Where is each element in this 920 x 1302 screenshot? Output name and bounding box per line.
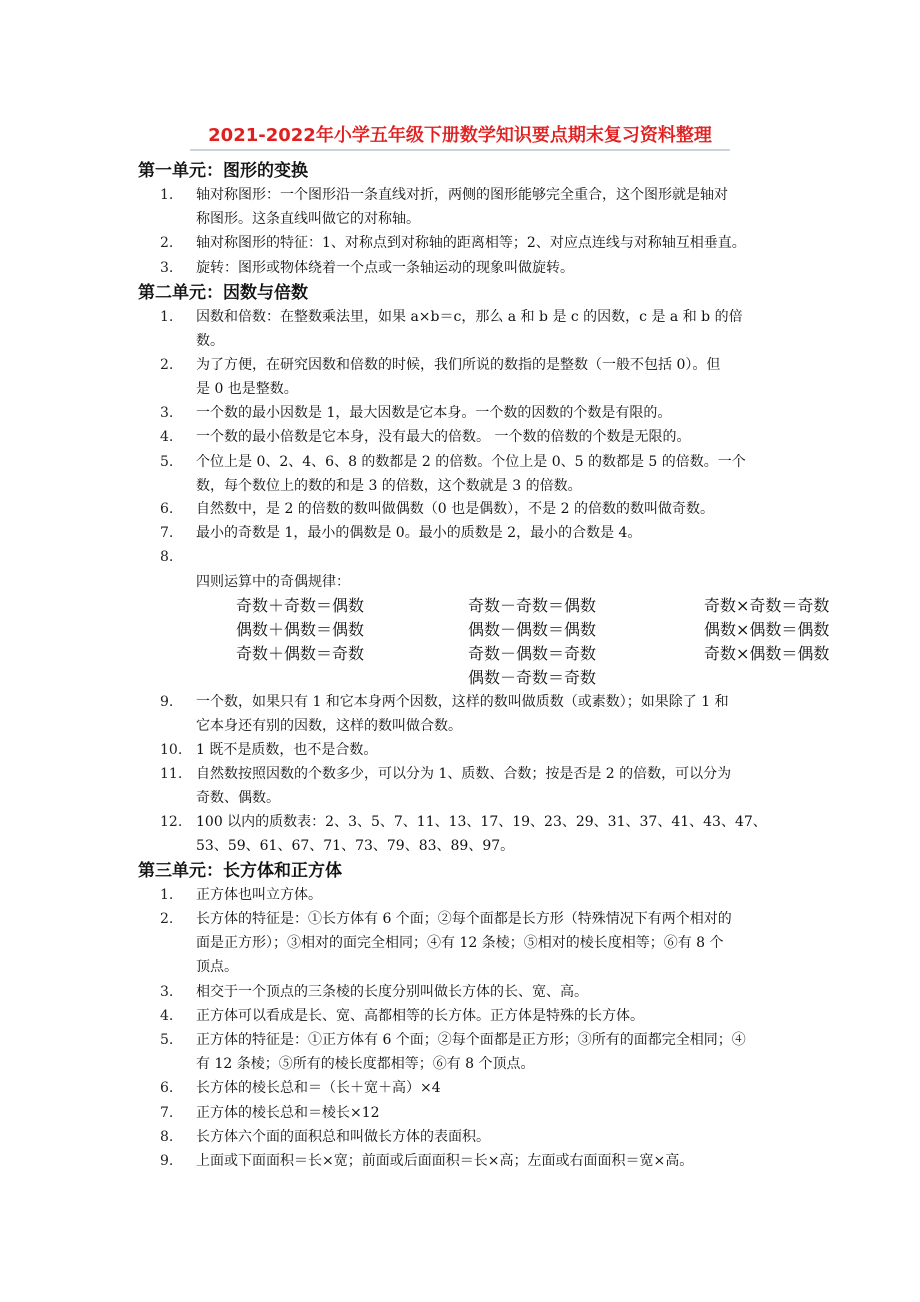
rule-cell: 奇数－偶数＝奇数 <box>468 644 597 663</box>
item-number: 3. <box>160 984 174 1000</box>
section-heading-2: 第二单元：因数与倍数 <box>138 283 308 303</box>
item-number: 8. <box>160 549 174 565</box>
item-text: 一个数，如果只有 1 和它本身两个因数，这样的数叫做质数（或素数）；如果除了 1 和 <box>196 694 729 710</box>
section-heading-3: 第三单元：长方体和正方体 <box>138 861 342 881</box>
item-number: 1. <box>160 887 174 903</box>
rule-cell: 奇数×奇数＝奇数 <box>704 596 830 615</box>
rules-heading: 四则运算中的奇偶规律： <box>196 574 350 590</box>
item-text: 是 0 也是整数。 <box>196 381 298 397</box>
rule-cell: 奇数×偶数＝偶数 <box>704 644 830 663</box>
item-number: 5. <box>160 454 174 470</box>
item-text: 一个数的最小因数是 1，最大因数是它本身。一个数的因数的个数是有限的。 <box>196 405 672 421</box>
page-title: 2021-2022年小学五年级下册数学知识要点期末复习资料整理 <box>208 125 712 146</box>
item-number: 6. <box>160 1080 174 1096</box>
item-number: 10. <box>160 742 183 758</box>
item-text: 正方体也叫立方体。 <box>196 887 322 903</box>
rule-cell: 奇数－奇数＝偶数 <box>468 596 597 615</box>
item-number: 2. <box>160 235 174 251</box>
item-text: 有 12 条棱；⑤所有的棱长度都相等；⑥有 8 个顶点。 <box>196 1056 535 1072</box>
item-text: 数，每个数位上的数的和是 3 的倍数，这个数就是 3 的倍数。 <box>196 478 582 494</box>
item-number: 8. <box>160 1129 174 1145</box>
item-text: 它本身还有别的因数，这样的数叫做合数。 <box>196 718 462 734</box>
item-text: 长方体的棱长总和＝（长＋宽＋高）×4 <box>196 1080 441 1096</box>
item-text: 正方体的棱长总和＝棱长×12 <box>196 1105 380 1121</box>
item-text: 正方体可以看成是长、宽、高都相等的长方体。正方体是特殊的长方体。 <box>196 1008 644 1024</box>
item-text: 53、59、61、67、71、73、79、83、89、97。 <box>196 838 515 854</box>
rule-cell: 偶数＋偶数＝偶数 <box>236 620 365 639</box>
item-text: 自然数中，是 2 的倍数的数叫做偶数（0 也是偶数），不是 2 的倍数的数叫做奇数。 <box>196 501 714 517</box>
item-number: 6. <box>160 501 174 517</box>
item-text: 轴对称图形：一个图形沿一条直线对折，两侧的图形能够完全重合，这个图形就是轴对 <box>196 187 728 203</box>
rule-cell: 奇数＋奇数＝偶数 <box>236 596 365 615</box>
item-number: 1. <box>160 309 174 325</box>
item-text: 个位上是 0、2、4、6、8 的数都是 2 的倍数。个位上是 0、5 的数都是 5 的倍数。一个 <box>196 454 746 470</box>
item-text: 100 以内的质数表：2、3、5、7、11、13、17、19、23、29、31、37、41、43、47、 <box>196 814 767 830</box>
item-text: 上面或下面面积＝长×宽；前面或后面面积＝长×高；左面或右面面积＝宽×高。 <box>196 1153 694 1169</box>
item-number: 7. <box>160 525 174 541</box>
item-text: 1 既不是质数，也不是合数。 <box>196 742 378 758</box>
item-number: 12. <box>160 814 183 830</box>
item-number: 7. <box>160 1105 174 1121</box>
item-text: 正方体的特征是：①正方体有 6 个面；②每个面都是正方形；③所有的面都完全相同；④ <box>196 1032 746 1048</box>
item-text: 为了方便，在研究因数和倍数的时候，我们所说的数指的是整数（一般不包括 0）。但 <box>196 357 721 373</box>
item-number: 9. <box>160 1153 174 1169</box>
title-underline <box>190 149 730 151</box>
item-number: 9. <box>160 694 174 710</box>
item-text: 顶点。 <box>196 959 238 975</box>
item-number: 3. <box>160 405 174 421</box>
item-text: 数。 <box>196 333 224 349</box>
item-number: 2. <box>160 911 174 927</box>
item-text: 一个数的最小倍数是它本身，没有最大的倍数。 一个数的倍数的个数是无限的。 <box>196 429 691 445</box>
item-text: 最小的奇数是 1，最小的偶数是 0。最小的质数是 2，最小的合数是 4。 <box>196 525 642 541</box>
item-text: 自然数按照因数的个数多少，可以分为 1、质数、合数；按是否是 2 的倍数，可以分为 <box>196 766 732 782</box>
item-text: 面是正方形）；③相对的面完全相同；④有 12 条棱；⑤相对的棱长度相等；⑥有 8 个 <box>196 935 724 951</box>
item-number: 11. <box>160 766 183 782</box>
rule-cell: 偶数－奇数＝奇数 <box>468 668 597 687</box>
item-number: 1. <box>160 187 174 203</box>
item-number: 3. <box>160 260 174 276</box>
item-text: 因数和倍数：在整数乘法里，如果 a×b＝c，那么 a 和 b 是 c 的因数，c 是 a 和 b 的倍 <box>196 309 743 325</box>
section-heading-1: 第一单元：图形的变换 <box>138 161 308 181</box>
item-text: 轴对称图形的特征：1、对称点到对称轴的距离相等；2、对应点连线与对称轴互相垂直。 <box>196 235 746 251</box>
item-number: 5. <box>160 1032 174 1048</box>
rule-cell: 偶数×偶数＝偶数 <box>704 620 830 639</box>
rule-cell: 奇数＋偶数＝奇数 <box>236 644 365 663</box>
item-text: 奇数、偶数。 <box>196 790 280 806</box>
item-number: 4. <box>160 1008 174 1024</box>
item-number: 2. <box>160 357 174 373</box>
item-text: 长方体六个面的面积总和叫做长方体的表面积。 <box>196 1129 490 1145</box>
item-text: 旋转：图形或物体绕着一个点或一条轴运动的现象叫做旋转。 <box>196 260 574 276</box>
item-text: 长方体的特征是：①长方体有 6 个面；②每个面都是长方形（特殊情况下有两个相对的 <box>196 911 732 927</box>
item-number: 4. <box>160 429 174 445</box>
item-text: 称图形。这条直线叫做它的对称轴。 <box>196 211 420 227</box>
item-text: 相交于一个顶点的三条棱的长度分别叫做长方体的长、宽、高。 <box>196 984 588 1000</box>
rule-cell: 偶数－偶数＝偶数 <box>468 620 597 639</box>
